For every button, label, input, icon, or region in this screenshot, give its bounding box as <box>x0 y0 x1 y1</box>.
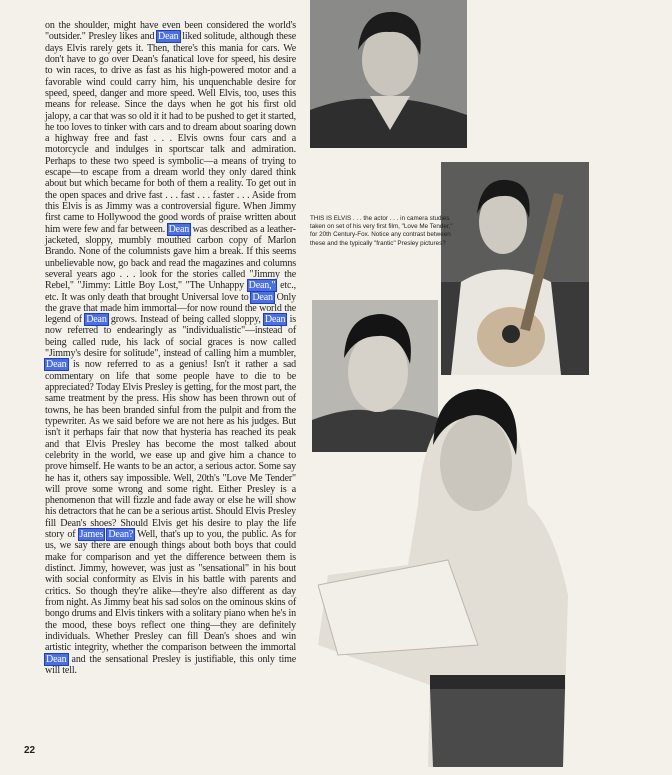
article-text: grows. Instead of being called sloppy, <box>107 314 264 326</box>
article-text: etc., etc. It was only death that brought Universal love to <box>45 280 296 303</box>
photo-elvis-guitar <box>441 162 589 375</box>
page-number: 22 <box>24 745 36 756</box>
photo-elvis-portrait-top <box>310 0 467 148</box>
highlight-dean: Dean <box>86 314 107 326</box>
article-column <box>45 20 296 676</box>
highlight-dean: Dean <box>158 31 179 43</box>
photo-elvis-reading-script <box>318 385 578 767</box>
highlight-dean: Dean <box>46 653 67 665</box>
highlight-dean: Dean," <box>248 280 276 292</box>
article-text: is now referred to as a genius! Isn't it rather a sad commentary on life that some people have to die to be appreciated? Today Elvis Presley is getting, for the most part, the same treatment by the press. His show has been thrown out of towns, he has been branded sinful from the pulpit and from the typewriter. As we said before we are not here as his judges. But isn't it perhaps fair that now that hysteria has reached its peak and that Elvis Presley has become the most talked about celebrity in the world, we ease up and give him a chance to prove himself. He wants to be an actor, a serious actor. Some say he has it, others say impossible. Well, 20th's "Love Me Tender" will prove some wrong and some right. Either Presley is a phenomenon that will fizzle and fade away or else he will show his detractors that he can be a serious artist. Should Elvis Presley fill Dean's shoes? Should Elvis get his desire to play the life story of <box>45 359 296 541</box>
photo-caption: THIS IS ELVIS . . . the actor . . . in camera studies taken on set of his very first film, "Love Me Tender," for 20th Century-Fox. Notice any contrast between these and the typically "frantic" Presley pictures? <box>310 215 453 247</box>
article-text: was described as a leather-jacketed, sloppy, mumbly mouthed carbon copy of Marlon Brando. None of the columnists gave him a break. If this seems unbelievable now, go back and read the magazines and columns several years ago . . . look for the stories called "Jimmy the Rebel," "Jimmy: Little Boy Lost," "The Unhappy <box>45 223 296 292</box>
article-text: Well, that's up to you, the public. As for us, we say there are enough things about both boys that could make for comparison and yet the difference between them is distinct. Jimmy, however, was just as "sensational" in his bout with social conformity as Elvis in his battle with parents and critics. So though they're alike—they're also different as day from night. As Jimmy beat his sad solos on the ominous skins of bongo drums and Elvis tinkers with a solitary piano when he's in the mood, these boys reflect one thing—they are definitely individuals. Whether Presley can fill Dean's shoes and win artistic integrity, whether the comparison between the immortal <box>45 529 296 654</box>
highlight-dean: Dean <box>252 291 273 303</box>
highlight-dean: Dean <box>168 223 190 235</box>
article-text: and the sensational Presley is justifiable, this only time will tell. <box>45 653 296 676</box>
highlight-james: James <box>79 529 104 541</box>
highlight-dean: Dean <box>264 314 286 326</box>
article-text: on the shoulder, might have even been considered the world's "outsider." Presley likes and <box>45 20 296 43</box>
article-text: Only the grave that made him immortal—for now round the world the legend of <box>45 291 296 326</box>
highlight-dean: Dean <box>46 359 67 371</box>
article-text: liked solitude, although these days Elvis rarely gets it. Then, there's this mania for cars. We don't have to go over Dean's fanatical love for speed, his desire to win races, to drive as fast as his high-powered motor and a favorable wind could carry him, his unquenchable desire for speed, speed, danger and more speed. Well Elvis, too, uses this means for release. Since the days when he got his first old jalopy, a car that was so old it it had to be pushed to get it started, he too loves to tinker with cars and to dream about soaring down a highway free and fast . . . Elvis owns four cars and a motorcycle and indulges in sportscar talk and admiration. Perhaps to these two speed is symbolic—a means of trying to escape—to escape from a dream world they only dared think about but which became for both of them a reality. To get out in the open spaces and drive fast . . . fast . . . faster . . . Aside from this Elvis is as Jimmy was a controversial figure. When Jimmy first came to Hollywood the good words of praise written about him were few and far between. <box>45 31 296 235</box>
highlight-dean: Dean? <box>108 529 134 541</box>
article-text: is now referred to endearingly as "individualistic"—instead of being called rude, his lack of social graces is now called "Jimmy's desire for solitude", instead of calling him a mumbler, <box>45 314 296 360</box>
